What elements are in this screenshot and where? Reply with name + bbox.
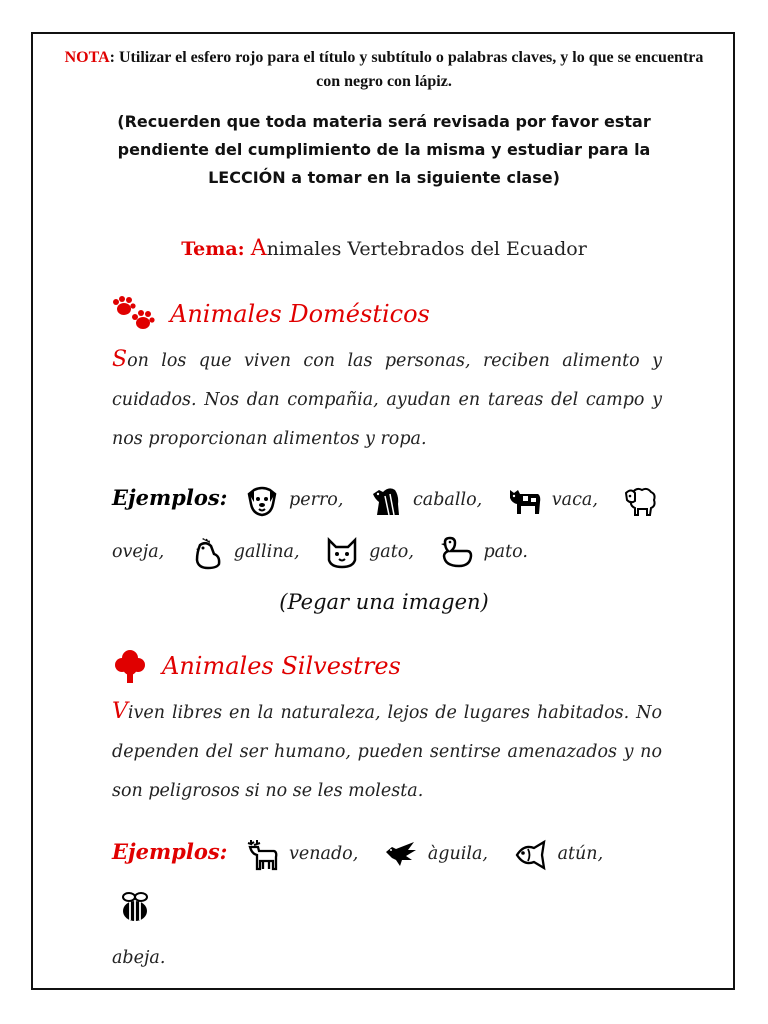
domesticos-examples: Ejemplos: perro, caballo, vaca, oveja, gallina, gato, pato. xyxy=(112,472,672,578)
domesticos-text: on los que viven con las personas, reciben alimento y cuidados. Nos dan compañia, ayudan en tareas del campo y nos proporcionan alimentos y ropa. xyxy=(112,351,662,449)
example-word: gallina xyxy=(233,542,294,562)
sheep-icon xyxy=(623,484,657,518)
example-word: atún xyxy=(557,844,598,864)
examples-label: Ejemplos: xyxy=(112,485,228,510)
paw-icon xyxy=(112,296,156,332)
nota-text: : Utilizar el esfero rojo para el título y subtítulo o palabras claves, y lo que se encuentra con negro con lápiz. xyxy=(109,49,704,90)
silvestres-paragraph xyxy=(112,692,662,811)
horse-icon xyxy=(369,484,403,518)
silvestres-examples: Ejemplos: venado, àguila, atún, abeja. xyxy=(112,839,604,968)
tema-label: Tema: xyxy=(181,238,245,260)
duck-icon xyxy=(439,536,473,570)
nota-label: NOTA xyxy=(64,49,110,66)
domesticos-paragraph xyxy=(112,340,662,459)
fish-icon xyxy=(514,838,548,872)
domesticos-initial: S xyxy=(112,347,128,372)
bee-icon xyxy=(118,890,152,924)
silvestres-heading xyxy=(112,648,401,684)
chicken-icon xyxy=(190,536,224,570)
tema-title xyxy=(60,236,708,261)
tema-initial: A xyxy=(250,236,267,261)
cow-icon xyxy=(508,484,542,518)
examples-label: Ejemplos: xyxy=(112,839,228,864)
silvestres-initial: V xyxy=(112,699,128,724)
example-word: gato xyxy=(369,542,409,562)
dog-icon xyxy=(245,484,279,518)
example-word: pato. xyxy=(483,542,528,562)
tree-icon xyxy=(112,648,148,684)
nota-block xyxy=(60,46,708,94)
tema-text: nimales Vertebrados del Ecuador xyxy=(266,238,587,260)
silvestres-text: iven libres en la naturaleza, lejos de lugares habitados. No dependen del ser humano, pueden sentirse amenazados y no son peligrosos si no se les molesta. xyxy=(112,703,662,801)
eagle-icon xyxy=(384,838,418,872)
example-word: venado xyxy=(289,844,353,864)
deer-icon xyxy=(245,838,279,872)
cat-icon xyxy=(325,536,359,570)
example-word: caballo xyxy=(413,490,477,510)
domesticos-title: Animales Domésticos xyxy=(170,300,430,328)
silvestres-title: Animales Silvestres xyxy=(162,652,401,680)
paste-image-note: (Pegar una imagen) xyxy=(279,590,489,614)
reminder-text: (Recuerden que toda materia será revisada por favor estar pendiente del cumplimiento de la misma y estudiar para la LECCIÓN a tomar en la siguiente clase) xyxy=(117,112,651,187)
example-word: perro xyxy=(289,490,338,510)
example-word: àguila xyxy=(427,844,483,864)
example-word: abeja. xyxy=(112,948,166,968)
example-word: oveja xyxy=(112,542,159,562)
domesticos-heading xyxy=(112,296,430,332)
example-word: vaca xyxy=(551,490,593,510)
